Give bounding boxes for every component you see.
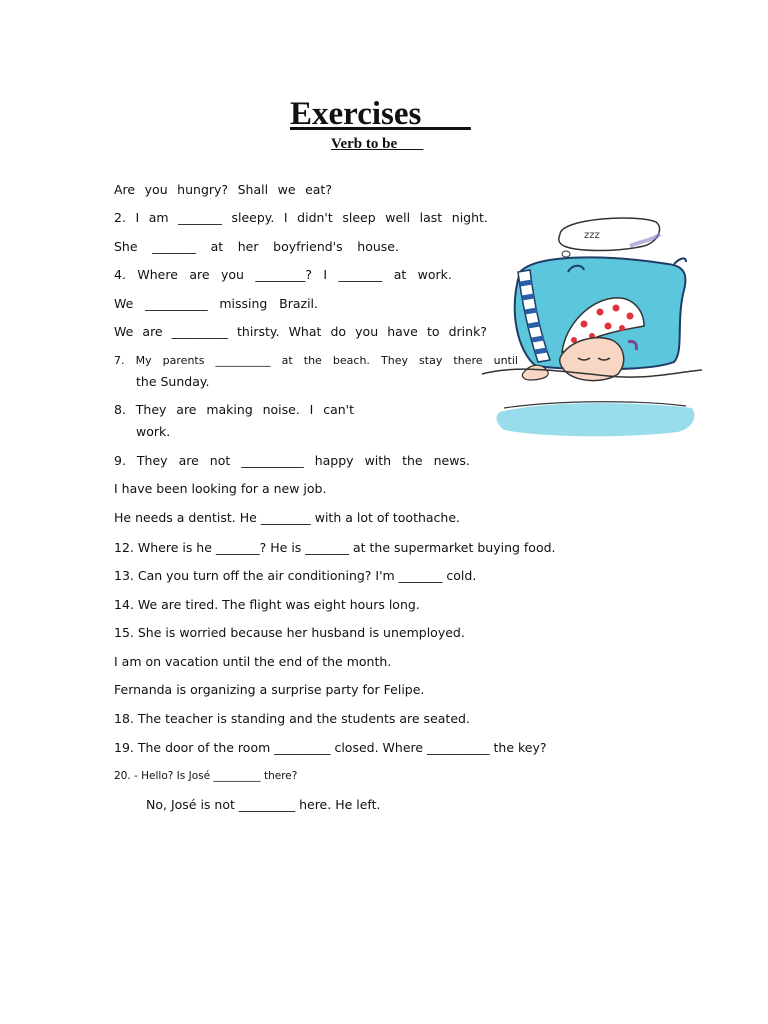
- exercise-line: [114, 182, 332, 198]
- word: are: [178, 453, 199, 468]
- word: They: [135, 402, 167, 417]
- word: beach.: [332, 354, 370, 367]
- word: __________: [145, 296, 208, 311]
- word: 2.: [114, 210, 126, 225]
- exercise-line: 19. The door of the room _________ closed. Where __________ the key?: [114, 740, 547, 755]
- word: there: [453, 354, 483, 367]
- word: you: [220, 267, 244, 282]
- exercise-line: Fernanda is organizing a surprise party for Felipe.: [114, 682, 425, 697]
- word: My: [135, 354, 152, 367]
- word: _______: [178, 210, 222, 225]
- exercise-line: 12. Where is he _______? He is _______ at the supermarket buying food.: [114, 540, 556, 555]
- exercise-line: I am on vacation until the end of the month.: [114, 654, 392, 669]
- word: We: [114, 324, 134, 339]
- word: am: [148, 210, 169, 225]
- exercise-line: 14. We are tired. The flight was eight hours long.: [114, 597, 420, 612]
- word: we: [277, 182, 296, 197]
- exercise-line: 18. The teacher is standing and the students are seated.: [114, 711, 470, 726]
- exercise-line-continuation: work.: [136, 424, 171, 439]
- word: ________?: [255, 267, 312, 282]
- page-subtitle: Verb to be: [331, 136, 424, 152]
- word: with: [364, 453, 392, 468]
- exercise-line: I have been looking for a new job.: [114, 481, 327, 496]
- bubble-text: zzz: [584, 230, 600, 241]
- word: Where: [137, 267, 178, 282]
- word: do: [330, 324, 347, 339]
- word: 9.: [114, 453, 126, 468]
- word: __________: [241, 453, 304, 468]
- word: Brazil.: [279, 296, 318, 311]
- word: drink?: [448, 324, 487, 339]
- word: you: [144, 182, 168, 197]
- exercise-line-continuation: the Sunday.: [136, 374, 210, 389]
- word: can't: [323, 402, 354, 417]
- word: the: [402, 453, 423, 468]
- word: well: [385, 210, 411, 225]
- word: eat?: [305, 182, 332, 197]
- exercise-line: [114, 210, 488, 226]
- word: What: [288, 324, 322, 339]
- word: until: [493, 354, 518, 367]
- word: work.: [417, 267, 452, 282]
- exercise-line: [114, 267, 452, 283]
- word: Shall: [237, 182, 269, 197]
- word: sleep: [342, 210, 376, 225]
- word: her: [237, 239, 259, 254]
- exercise-line: [114, 239, 399, 255]
- word: I: [283, 210, 288, 225]
- word: _______: [338, 267, 383, 282]
- word: __________: [215, 354, 271, 367]
- word: I: [323, 267, 328, 282]
- word: have: [387, 324, 418, 339]
- word: I: [309, 402, 314, 417]
- word: She: [114, 239, 138, 254]
- exercise-line: [114, 453, 470, 469]
- word: noise.: [262, 402, 300, 417]
- word: house.: [357, 239, 399, 254]
- exercise-line: 20. - Hello? Is José _________ there?: [114, 770, 298, 782]
- word: Are: [114, 182, 136, 197]
- word: We: [114, 296, 134, 311]
- word: to: [426, 324, 440, 339]
- word: didn't: [297, 210, 333, 225]
- word: the: [303, 354, 322, 367]
- exercise-line: [114, 353, 518, 369]
- word: 7.: [114, 354, 125, 367]
- word: happy: [314, 453, 354, 468]
- word: I: [135, 210, 140, 225]
- word: at: [393, 267, 407, 282]
- exercise-line: No, José is not _________ here. He left.: [146, 797, 381, 812]
- exercise-line: 15. She is worried because her husband is unemployed.: [114, 625, 465, 640]
- word: boyfriend's: [273, 239, 343, 254]
- word: sleepy.: [231, 210, 275, 225]
- word: at: [210, 239, 224, 254]
- sleeping-person-illustration: [478, 212, 708, 444]
- word: night.: [451, 210, 488, 225]
- word: They: [136, 453, 168, 468]
- exercise-line: He needs a dentist. He ________ with a lot of toothache.: [114, 510, 461, 525]
- word: stay: [419, 354, 443, 367]
- word: They: [381, 354, 408, 367]
- word: making: [206, 402, 253, 417]
- word: are: [189, 267, 210, 282]
- exercise-line: [114, 296, 318, 312]
- word: hungry?: [177, 182, 229, 197]
- word: are: [176, 402, 197, 417]
- word: _______: [152, 239, 196, 254]
- word: you: [355, 324, 379, 339]
- word: are: [142, 324, 163, 339]
- word: not: [209, 453, 231, 468]
- word: thirsty.: [237, 324, 280, 339]
- word: missing: [219, 296, 268, 311]
- word: news.: [433, 453, 470, 468]
- word: at: [281, 354, 293, 367]
- page-title: Exercises: [290, 96, 471, 132]
- word: last: [419, 210, 443, 225]
- word: parents: [162, 354, 205, 367]
- word: 4.: [114, 267, 126, 282]
- exercise-line: 13. Can you turn off the air conditioning? I'm _______ cold.: [114, 568, 477, 583]
- word: 8.: [114, 402, 126, 417]
- exercise-line: [114, 402, 354, 418]
- word: _________: [171, 324, 228, 339]
- exercise-line: [114, 324, 487, 340]
